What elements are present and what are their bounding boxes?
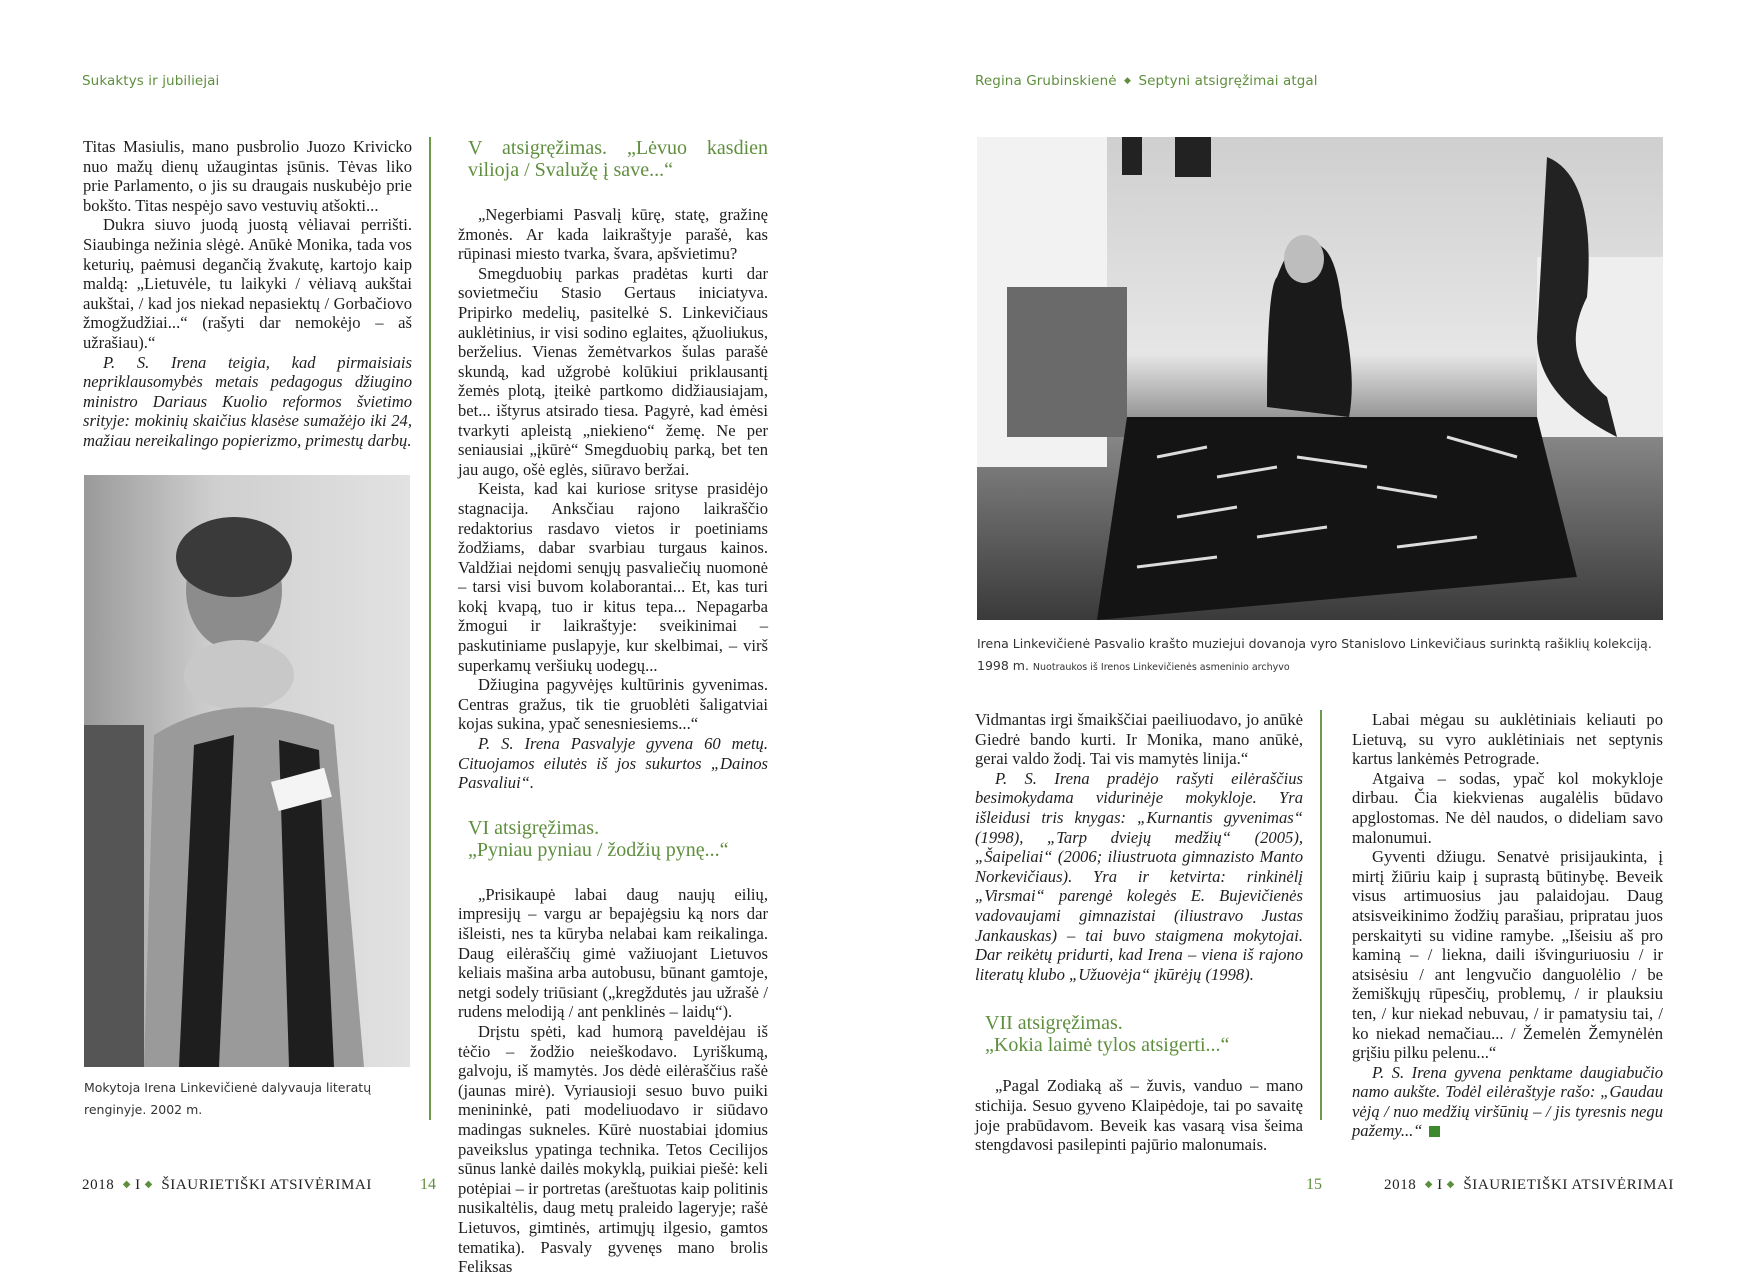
heading-line: „Kokia laimė tylos atsigerti...“ bbox=[985, 1034, 1230, 1057]
column-divider bbox=[429, 137, 431, 1120]
page-number-right: 15 bbox=[1306, 1176, 1322, 1193]
portrait-illustration bbox=[84, 475, 410, 1067]
ps-note: P. S. Irena Pasvalyje gyvena 60 metų. Cituojamos eilutės iš jos sukurtos „Dainos Pasvaliui“. bbox=[458, 734, 768, 793]
caption-text: Irena Linkevičienė Pasvalio krašto muziejui dovanoja vyro Stanislovo Linkevičiaus surinktą rašiklių kolekciją. 1998 m. bbox=[977, 636, 1652, 673]
header-separator: ◆ bbox=[1124, 76, 1132, 86]
photo-caption-right bbox=[977, 633, 1677, 679]
heading-line: „Pyniau pyniau / žodžių pynę...“ bbox=[468, 838, 729, 861]
paragraph: „Prisikaupė labai daug naujų eilių, impresijų – vargu ar bepajėgsiu ką nors dar išleisti, nes ta kūryba nelabai kam reikalinga. Daug eilėraščių gimė važiuojant Lietuvos keliais mašina arba autobusu, būnant gamtoje, netgi sodely triūsiant („kregždutės jau užrašė / rudens melodiją / ant penklinės – laidų“). bbox=[458, 884, 768, 1022]
section-heading-vii bbox=[985, 1012, 1303, 1056]
column-1-text bbox=[83, 137, 412, 451]
heading-line: VI atsigręžimas. bbox=[468, 816, 600, 839]
end-of-article-mark bbox=[1429, 1126, 1440, 1137]
heading-line: VII atsigręžimas. bbox=[985, 1012, 1123, 1035]
footer-dot: ◆ bbox=[1424, 1179, 1434, 1190]
photo-pen-collection bbox=[977, 137, 1663, 620]
paragraph: Titas Masiulis, mano pusbrolio Juozo Krivicko nuo mažų dienų užaugintas įsūnis. Tėvas liko prie Parlamento, o jis su draugais nuskubėjo prie bokšto. Titas nespėjo savo vestuvių atšokti... bbox=[83, 137, 412, 215]
paragraph: Džiugina pagyvėjęs kultūrinis gyvenimas. Centras gražus, tik tie gruoblėti šaligatviai kojas sukina, ypač senesniesiems...“ bbox=[458, 675, 768, 734]
paragraph: Atgaiva – sodas, ypač kol mokykloje dirbau. Čia kiekvienas augalėlis būdavo apglostomas. Ne dėl naudos, o dideliam savo malonumui. bbox=[1352, 768, 1663, 847]
ps-note bbox=[1352, 1063, 1663, 1141]
column-4-text bbox=[1352, 710, 1663, 1141]
paragraph: „Pagal Zodiaką aš – žuvis, vanduo – mano stichija. Sesuo gyveno Klaipėdoje, tai po savaitę joje prabūdavom. Beveik kas vasarą visa šeima stengdavosi pasilepinti pajūrio malonumais. bbox=[975, 1076, 1303, 1155]
paragraph: Dukra siuvo juodą juostą vėliavai perrišti. Siaubinga nežinia slėgė. Anūkė Monika, tada vos keturių, paėmusi degančią žvakutę, kartojo kaip maldą: „Lietuvėle, tu laikyki / vėliavą aukštai aukštai, / kad jos niekad nepasiektų / Gorbačiovo žmogžudžiai...“ (rašyti dar nemokėjo – aš užrašiau).“ bbox=[83, 215, 412, 352]
header-author: Regina Grubinskienė bbox=[975, 73, 1117, 89]
footer-right bbox=[1384, 1177, 1674, 1194]
running-header-right bbox=[975, 73, 1318, 89]
section-heading-vi bbox=[468, 817, 768, 861]
paragraph: Keista, kad kai kuriose srityse prasidėjo stagnacija. Anksčiau rajono laikraščio redaktorius rasdavo vietos ir poetiniams žodžiams, dabar svarbiau turgaus kainos. Valdžiai neįdomi senųjų pasvaliečių nuomonė – tarsi visi buvom kolaborantai... Et, kas turi kokį kvapą, tuo ir kitus tepa... Nepagarba žmogui ir laikraštyje: sveikinimai – paskutiniame puslapyje, kur skelbimai, – virš superkamų veršiukų uodegų... bbox=[458, 479, 768, 675]
photo-teacher-portrait bbox=[84, 475, 410, 1067]
header-article-title: Septyni atsigręžimai atgal bbox=[1138, 73, 1318, 89]
paragraph: Gyventi džiugu. Senatvė prisijaukinta, į mirtį žiūriu kaip į suprastą būtinybę. Beveik visus artimuosius jau palaidojau. Daug atsisveikinimo žodžių parašiau, pripratau juos perskaityti su vidine ramybe. „Išeisiu aš pro kaminą – / liekna, daili išvinguriuosiu / ir atsisėsiu / ant lengvučio danguolėlio / be žemiškųjų rūpesčių, problemų, / ir plauksiu ten, / kur niekad nebuvau, / ir pamatysiu tai, / ko niekad nemačiau... / Žemelėn Žemynėlėn grįšiu pilku pelenu...“ bbox=[1352, 847, 1663, 1063]
ps-note: P. S. Irena teigia, kad pirmaisiais nepriklausomybės metais pedagogus džiugino ministro Dariaus Kuolio reformos švietimo srityje: mokinių skaičius klasėse sumažėjo iki 24, mažiau nereikalingo popierizmo, primestų darbų. bbox=[83, 352, 412, 450]
footer-dot: ◆ bbox=[1446, 1179, 1455, 1190]
ps-note: P. S. Irena pradėjo rašyti eilėraščius besimokydama vidurinėje mokykloje. Yra išleidusi tris knygas: „Kurnantis gyvenimas“ (1998), „Tarp dviejų medžių“ (2005), „Šaipeliai“ (2006; iliustruota gimnazisto Manto Norkevičiaus). Yra ir ketvirta: rinkinėlį „Virsmai“ parengė kolegės E. Bujevičienės vadovaujami gimnazistai (iliustravo Justas Jankauskas) – tai buvo staigmena mokytojai. Dar reikėtų pridurti, kad Irena – viena iš rajono literatų klubo „Užuovėja“ įkūrėjų (1998). bbox=[975, 768, 1303, 984]
column-3-text bbox=[975, 710, 1303, 1155]
pen-collection-illustration bbox=[977, 137, 1663, 620]
footer-journal: ŠIAURIETIŠKI ATSIVĖRIMAI bbox=[161, 1177, 372, 1193]
page-number-left: 14 bbox=[420, 1176, 436, 1193]
footer-journal: ŠIAURIETIŠKI ATSIVĖRIMAI bbox=[1463, 1177, 1674, 1193]
section-heading-v: V atsigręžimas. „Lėvuo kasdien vilioja / Svalužę į save...“ bbox=[468, 137, 768, 181]
footer-dot: ◆ bbox=[122, 1179, 132, 1190]
footer-issue: I bbox=[135, 1177, 141, 1193]
footer-year: 2018 bbox=[1384, 1177, 1417, 1193]
photo-caption-left: Mokytoja Irena Linkevičienė dalyvauja literatų renginyje. 2002 m. bbox=[84, 1080, 372, 1117]
paragraph: Smegduobių parkas pradėtas kurti dar sovietmečiu Stasio Gertaus iniciatyva. Pripirko medelių, pasitelkė S. Linkevičiaus auklėtinius, ir visi sodino eglaites, ąžuoliukus, berželius. Vienas žemėtvarkos šulas parašė skundą, kad užgrobė kolūkiui priklausantį žemės plotą, įteikė partkomo didžiausiajam, bet... ištyrus atsirado tiesa. Pagyrė, kad ėmėsi tvarkyti apleistą „niekieno“ žemę. Ne per seniausiai „įkūrė“ Smegduobių parką, bet ten jau augo, ošė eglės, siūravo beržai. bbox=[458, 263, 768, 479]
footer-dot: ◆ bbox=[144, 1179, 153, 1190]
paragraph: Drįstu spėti, kad humorą paveldėjau iš tėčio – žodžio neieškodavo. Lyriškumą, galvoju, iš mamytės. Jos dėdė eilėraščius rašė (jaunas mirė). Vyriausioji sesuo buvo puiki menininkė, pati modeliuodavo ir siūdavo madingas sukneles. Kūrė nuostabiai įdomius paveikslus ypatinga technika. Tetos Cecilijos sūnus lankė dailės mokyklą, puikiai piešė: keli potėpiai – ir portretas (areštuotas kaip politinis nusikaltėlis, daug metų praleido lageryje; rašė Lietuvos, gimtinės, artimųjų ilgesio, gamtos tematika). Pasvaly gyvenęs mano brolis Feliksas bbox=[458, 1021, 768, 1277]
column-2-text bbox=[458, 137, 768, 1277]
paragraph: „Negerbiami Pasvalį kūrę, statę, gražinę žmonės. Ar kada laikraštyje parašė, kas rūpinasi miesto tvarka, švara, apšvietimu? bbox=[458, 205, 768, 264]
paragraph: Labai mėgau su auklėtiniais keliauti po Lietuvą, su vyro auklėtiniais net septynis kartus lankėmės Petrograde. bbox=[1352, 710, 1663, 769]
column-divider bbox=[1320, 710, 1322, 1120]
footer-issue: I bbox=[1437, 1177, 1443, 1193]
running-header-left: Sukaktys ir jubiliejai bbox=[82, 73, 220, 89]
photo-source-credit: Nuotraukos iš Irenos Linkevičienės asmeninio archyvo bbox=[1032, 662, 1290, 673]
paragraph: Vidmantas irgi šmaikščiai paeiliuodavo, jo anūkė Giedrė bando kurti. Ir Monika, mano anūkė, gerai valdo žodį. Tai vis mamytės linija.“ bbox=[975, 710, 1303, 769]
ps-text: P. S. Irena gyvena penktame daugiabučio namo aukšte. Todėl eilėraštyje rašo: „Gaudau vėją / nuo medžių viršūnių – / jis tyresnis negu pažemy...“ bbox=[1352, 1062, 1663, 1141]
footer-year: 2018 bbox=[82, 1177, 115, 1193]
footer-left bbox=[82, 1177, 372, 1194]
